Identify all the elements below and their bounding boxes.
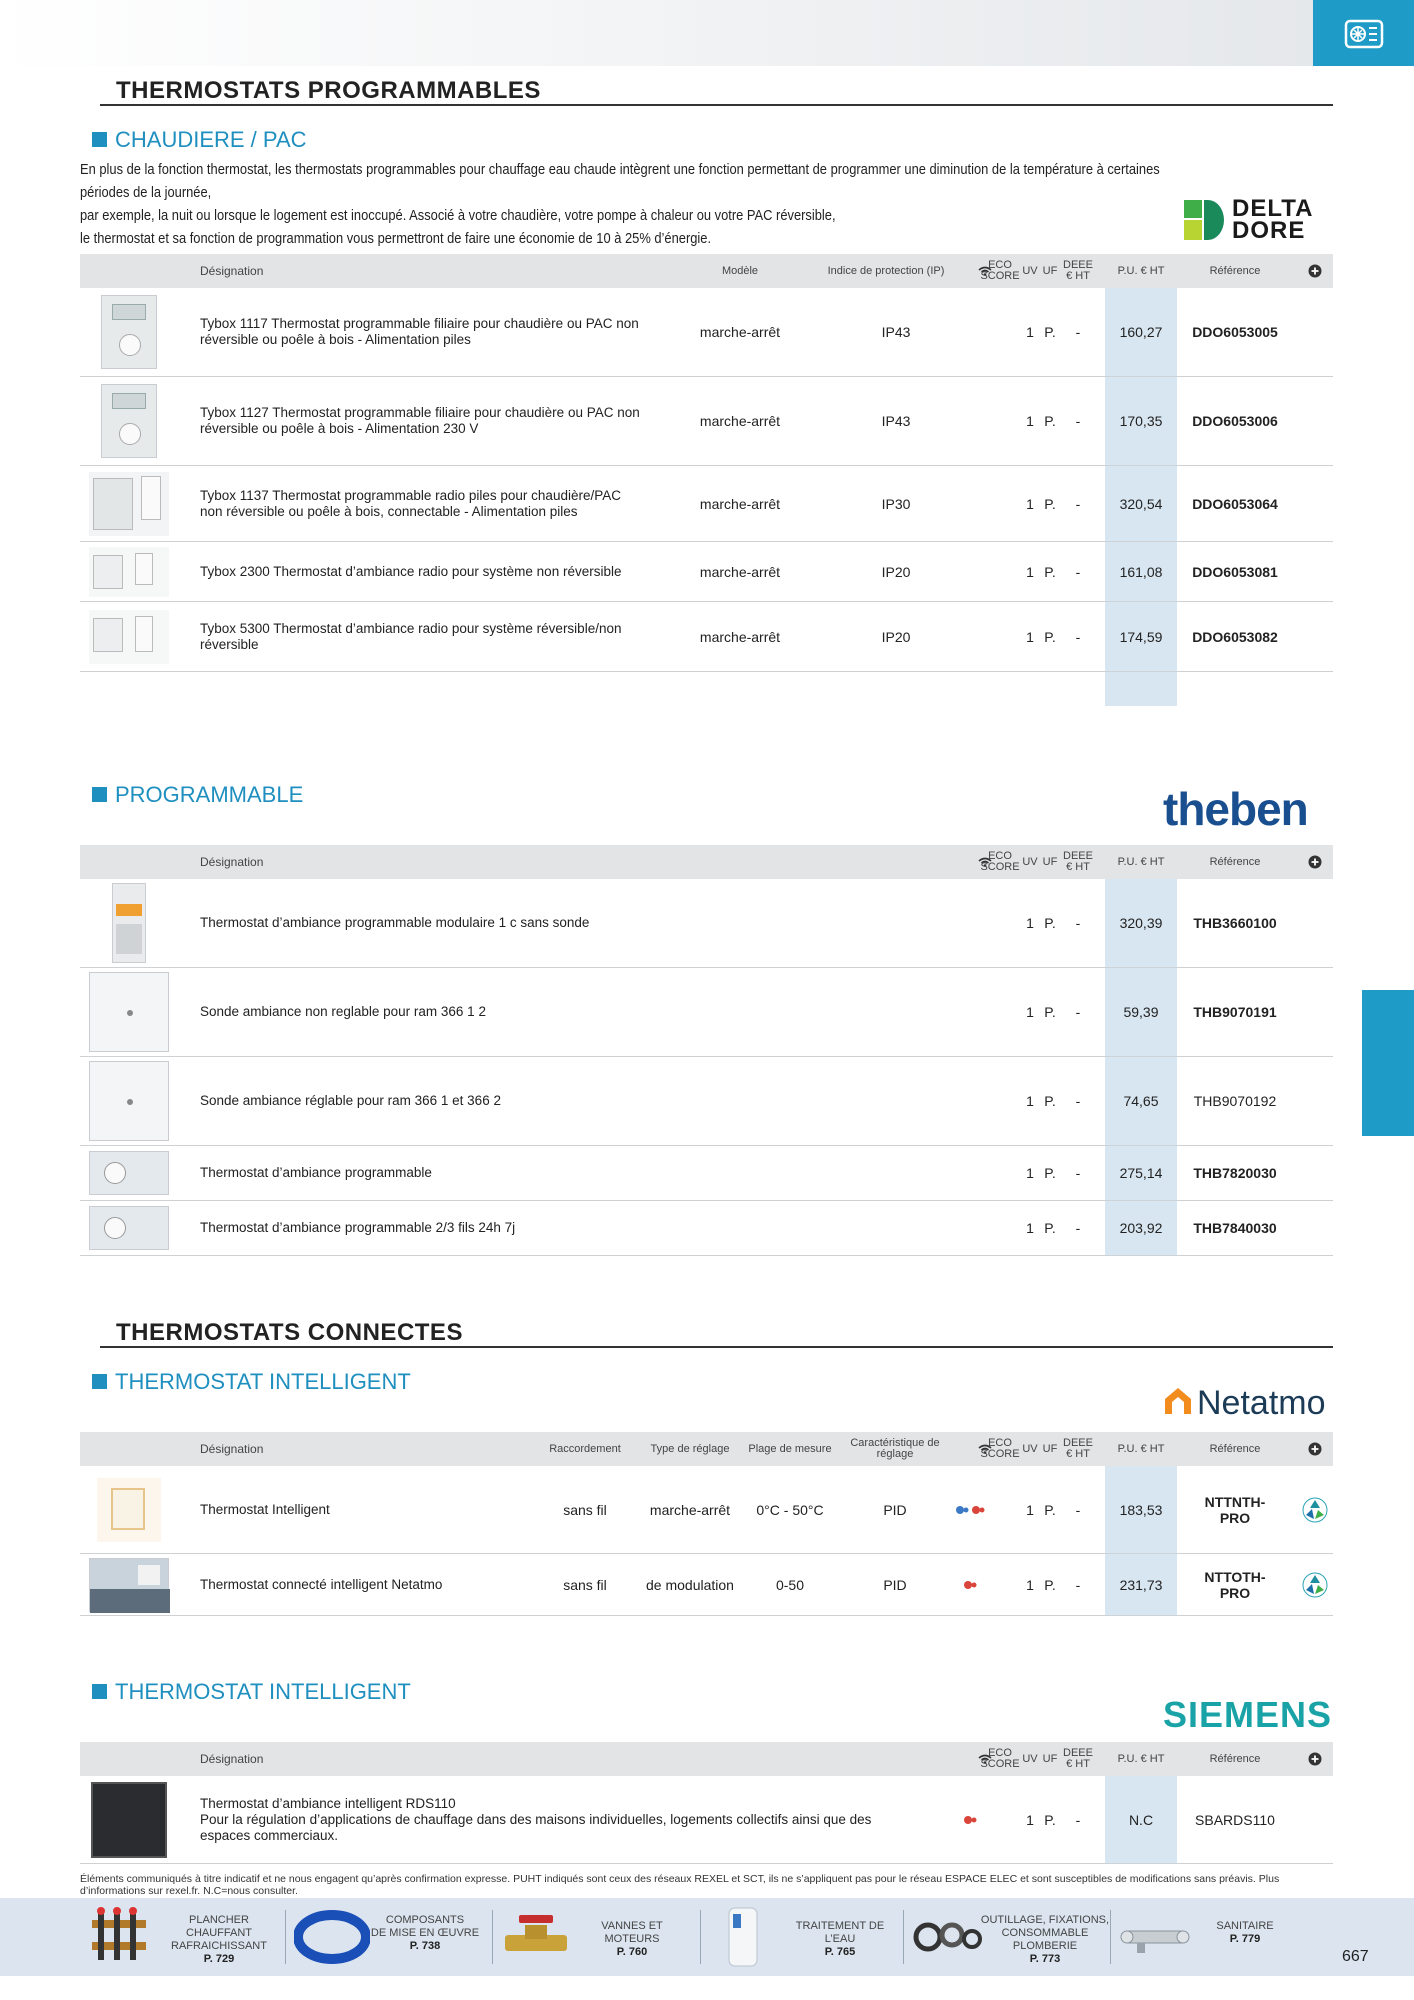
- unit-price: 59,39: [1123, 1004, 1159, 1020]
- product-thumbnail: [86, 1466, 172, 1553]
- product-thumbnail: [86, 879, 172, 967]
- shower-mixer-icon: [1117, 1907, 1193, 1967]
- reference[interactable]: THB9070192: [1193, 1093, 1277, 1109]
- table-header: Désignation ECO SCORE UV UF DEEE € HT P.U. € HT Référence: [80, 845, 1333, 879]
- pipe-coil-icon: [294, 1907, 370, 1967]
- product-thumbnail: [86, 968, 172, 1056]
- side-category-tab[interactable]: [1362, 990, 1414, 1136]
- product-thumbnail: [86, 1146, 172, 1200]
- table-row[interactable]: Thermostat Intelligent sans fil marche-arrêt 0°C - 50°C PID 1 P. - 183,53 NTTNTH-PRO: [80, 1466, 1333, 1554]
- reference[interactable]: NTTNTH-PRO: [1204, 1493, 1266, 1526]
- footer-link-sanitaire[interactable]: SANITAIRE P. 779: [1115, 1898, 1315, 1976]
- product-table-chaudiere: [80, 254, 1333, 672]
- manifold-icon: [84, 1906, 154, 1966]
- unit-price: 203,92: [1119, 1220, 1163, 1236]
- product-thumbnail: [86, 542, 172, 601]
- valve-icon: [501, 1907, 571, 1967]
- reference[interactable]: NTTOTH-PRO: [1204, 1568, 1266, 1601]
- subsection-title: THERMOSTAT INTELLIGENT: [92, 1369, 411, 1395]
- footer-link-vannes[interactable]: VANNES ET MOTEURS P. 760: [497, 1898, 697, 1976]
- reference[interactable]: THB9070191: [1193, 1004, 1277, 1020]
- product-thumbnail: [86, 1057, 172, 1145]
- table-row[interactable]: Thermostat d’ambiance programmable 2/3 fils 24h 7j 1 P. - 203,92 THB7840030: [80, 1201, 1333, 1256]
- unit-price: N.C: [1128, 1811, 1154, 1828]
- netatmo-logo: Netatmo: [1163, 1384, 1326, 1423]
- table-row[interactable]: Tybox 1117 Thermostat programmable filiaire pour chaudière ou PAC non réversible ou poêle à bois - Alimentation piles marche-arrêt IP43 1 P. - 160,27 DDO6053005: [80, 288, 1333, 377]
- unit-price: 183,53: [1119, 1501, 1163, 1518]
- table-row[interactable]: Tybox 2300 Thermostat d’ambiance radio pour système non réversible marche-arrêt IP20 1 P. - 161,08 DDO6053081: [80, 542, 1333, 602]
- product-thumbnail: [86, 466, 172, 541]
- footer-link-traitement[interactable]: TRAITEMENT DE L’EAU P. 765: [705, 1898, 905, 1976]
- product-thumbnail: [86, 602, 172, 671]
- table-row[interactable]: Tybox 1127 Thermostat programmable filiaire pour chaudière ou PAC non réversible ou poêle à bois - Alimentation 230 V marche-arrêt IP43 1 P. - 170,35 DDO6053006: [80, 377, 1333, 466]
- siemens-logo: SIEMENS: [1163, 1694, 1333, 1735]
- eco-recycle-icon: [1300, 1466, 1330, 1553]
- section-title: THERMOSTATS CONNECTES: [116, 1319, 463, 1346]
- table-row[interactable]: Tybox 1137 Thermostat programmable radio piles pour chaudière/PAC non réversible ou poêle à bois, connectable - Alimentation piles marche-arrêt IP30 1 P. - 320,54 DDO6053064: [80, 466, 1333, 542]
- table-row[interactable]: Tybox 5300 Thermostat d’ambiance radio pour système réversible/non réversible marche-arrêt IP20 1 P. - 174,59 DDO6053082: [80, 602, 1333, 672]
- water-softener-icon: [723, 1904, 763, 1970]
- unit-price: 320,39: [1119, 915, 1163, 931]
- product-thumbnail: [86, 1776, 172, 1863]
- disclaimer: Éléments communiqués à titre indicatif et ne nous engagent qu’après confirmation expresse. PUHT indiqués sont ceux des réseaux REXEL et SCT, ils ne s’appliquent pas pour le réseau ESPACE ELEC et sont susceptibles de modifications sans préavis. Plus d’informations sur rexel.fr. N.C=nous consulter.: [80, 1873, 1280, 1897]
- footer-nav: [0, 1898, 1414, 1976]
- connectivity-icon: [950, 1776, 990, 1863]
- cart-icon[interactable]: [1300, 1432, 1330, 1466]
- reference[interactable]: DDO6053005: [1192, 324, 1278, 340]
- table-header: Désignation Modèle Indice de protection (IP) ECO SCORE UV UF DEEE € HT P.U. € HT Référence: [80, 254, 1333, 288]
- product-table-netatmo: [80, 1432, 1333, 1616]
- delta-dore-logo: DELTA DORE: [1184, 198, 1334, 246]
- reference[interactable]: THB7840030: [1193, 1220, 1277, 1236]
- footer-link-plancher[interactable]: PLANCHER CHAUFFANT RAFRAICHISSANT P. 729: [80, 1898, 280, 1976]
- product-table-programmable: [80, 845, 1333, 1256]
- theben-logo: theben: [1163, 783, 1308, 835]
- netatmo-roof-icon: [1163, 1386, 1193, 1416]
- reference[interactable]: DDO6053082: [1192, 628, 1278, 645]
- delta-dore-mark-icon: [1184, 200, 1224, 240]
- reference[interactable]: DDO6053006: [1192, 413, 1278, 429]
- unit-price: 161,08: [1119, 563, 1163, 580]
- cart-icon[interactable]: [1300, 254, 1330, 288]
- unit-price: 320,54: [1119, 495, 1163, 512]
- footer-link-composants[interactable]: COMPOSANTS DE MISE EN ŒUVRE P. 738: [290, 1898, 490, 1976]
- footer-link-outillage[interactable]: OUTILLAGE, FIXATIONS, CONSOMMABLE PLOMBERIE P. 773: [908, 1898, 1108, 1976]
- unit-price: 275,14: [1119, 1165, 1163, 1181]
- reference[interactable]: THB7820030: [1193, 1165, 1277, 1181]
- table-row[interactable]: Sonde ambiance réglable pour ram 366 1 et 366 2 1 P. - 74,65 THB9070192: [80, 1057, 1333, 1146]
- section-title: THERMOSTATS PROGRAMMABLES: [116, 77, 541, 104]
- unit-price: 170,35: [1119, 413, 1163, 429]
- reference[interactable]: SBARDS110: [1195, 1811, 1275, 1828]
- top-banner: [0, 0, 1414, 66]
- subsection-title: PROGRAMMABLE: [92, 782, 303, 808]
- heating-pump-icon: [1344, 18, 1384, 50]
- table-header: Désignation Raccordement Type de réglage Plage de mesure Caractéristique de réglage ECO SCORE UV UF DEEE € HT P.U. € HT Référence: [80, 1432, 1333, 1466]
- table-row[interactable]: Thermostat d’ambiance programmable modulaire 1 c sans sonde 1 P. - 320,39 THB3660100: [80, 879, 1333, 968]
- section-divider: [100, 104, 1333, 106]
- table-row[interactable]: Thermostat d’ambiance programmable 1 P. - 275,14 THB7820030: [80, 1146, 1333, 1201]
- unit-price: 174,59: [1119, 628, 1163, 645]
- subsection-title: THERMOSTAT INTELLIGENT: [92, 1679, 411, 1705]
- reference[interactable]: DDO6053064: [1192, 495, 1278, 512]
- reference[interactable]: THB3660100: [1193, 915, 1277, 931]
- product-thumbnail: [86, 377, 172, 465]
- product-thumbnail: [86, 1201, 172, 1255]
- intro-text: En plus de la fonction thermostat, les thermostats programmables pour chauffage eau chaude intègrent une fonction permettant de programmer une diminution de la température à certaines périodes de la journée, par exemple, la nuit ou lorsque le logement est inoccupé. Associé à votre chaudière, votre pompe à chaleur ou votre PAC réversible, le thermostat et sa fonction de programmation vous permettront de faire une économie de 10 à 25% d’énergie.: [80, 161, 1160, 247]
- subsection-title: CHAUDIERE / PAC: [92, 127, 307, 153]
- table-row[interactable]: Thermostat d’ambiance intelligent RDS110 Pour la régulation d’applications de chauffage dans des maisons individuelles, logements collectifs ainsi que des espaces commerciaux. 1 P. - N.C SBARDS110: [80, 1776, 1333, 1864]
- unit-price: 160,27: [1119, 324, 1163, 340]
- cart-icon[interactable]: [1300, 1742, 1330, 1776]
- connectivity-icon: [950, 1554, 990, 1615]
- table-row[interactable]: Sonde ambiance non reglable pour ram 366 1 2 1 P. - 59,39 THB9070191: [80, 968, 1333, 1057]
- page-number: 667: [1342, 1948, 1369, 1965]
- unit-price: 74,65: [1123, 1093, 1159, 1109]
- section-divider: [100, 1346, 1333, 1348]
- product-thumbnail: [86, 1554, 172, 1615]
- reference[interactable]: DDO6053081: [1192, 563, 1278, 580]
- unit-price: 231,73: [1119, 1576, 1163, 1593]
- connectivity-icon: [950, 1466, 990, 1553]
- table-header: Désignation ECO SCORE UV UF DEEE € HT P.U. € HT Référence: [80, 1742, 1333, 1776]
- category-tab[interactable]: [1313, 0, 1414, 66]
- eco-recycle-icon: [1300, 1554, 1330, 1615]
- table-row[interactable]: Thermostat connecté intelligent Netatmo sans fil de modulation 0-50 PID 1 P. - 231,73 NTTOTH-PRO: [80, 1554, 1333, 1616]
- tools-icon: [910, 1907, 986, 1967]
- product-thumbnail: [86, 288, 172, 376]
- cart-icon[interactable]: [1300, 845, 1330, 879]
- product-table-siemens: [80, 1742, 1333, 1864]
